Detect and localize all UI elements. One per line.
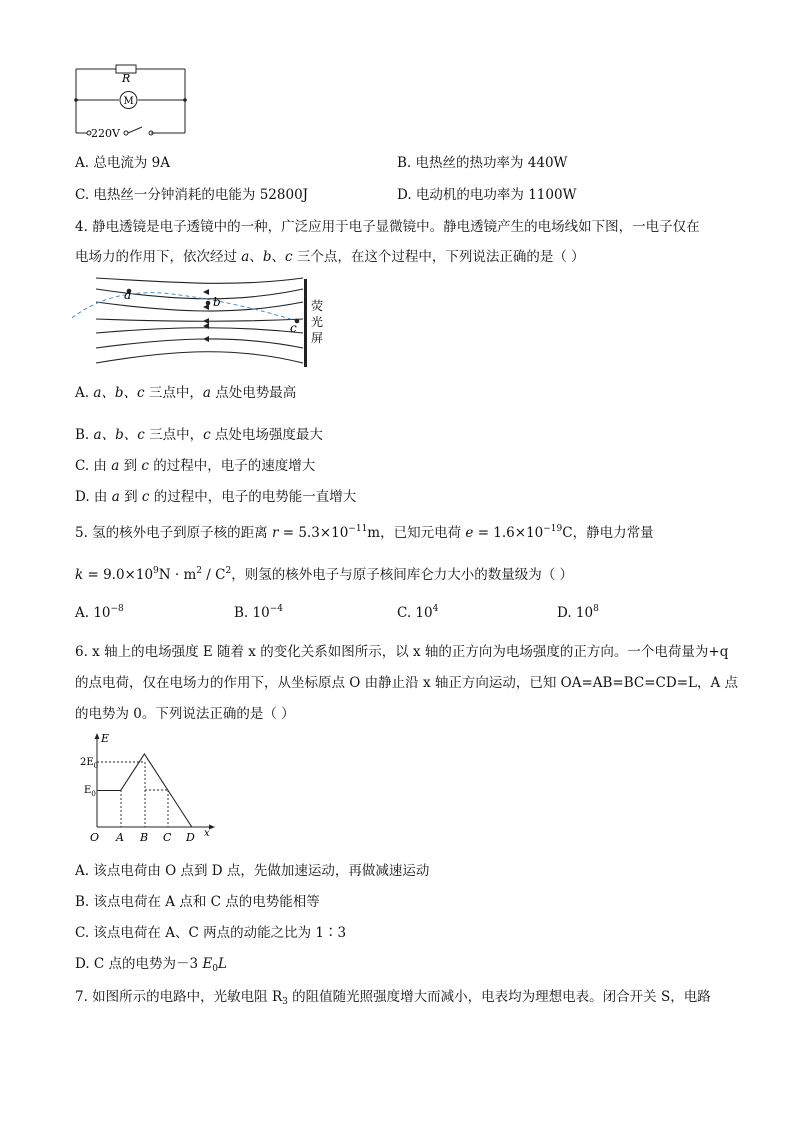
motor-label: M (123, 96, 134, 107)
q6-option-c: C. 该点电荷在 A、C 两点的动能之比为 1∶3 (75, 925, 347, 941)
q6-stem-line2: 的点电荷，仅在电场力的作用下，从坐标原点 O 由静止沿 x 轴正方向运动，已知 OA=AB=BC=CD=L，A 点 (75, 675, 739, 691)
e-x-graph (80, 730, 224, 845)
q4-stem-line2: 电场力的作用下，依次经过 a、b、c 三个点，在这个过程中，下列说法正确的是（ ） (75, 249, 585, 265)
q6-option-b: B. 该点电荷在 A 点和 C 点的电势能相等 (75, 894, 320, 910)
q4-option-d: D. 由 a 到 c 的过程中，电子的电势能一直增大 (75, 489, 357, 505)
screen-label-3: 屏 (311, 331, 324, 345)
tick-a: A (116, 831, 124, 844)
q4-option-a: A. a、b、c 三点中，a 点处电势最高 (75, 385, 297, 401)
q4-stem-line1: 4. 静电透镜是电子透镜中的一种，广泛应用于电子显微镜中。静电透镜产生的电场线如下图，一电子仅在 (75, 219, 700, 235)
q5-option-c: C. $10^4$ (397, 604, 439, 621)
q3-option-d: D. 电动机的电功率为 1100W (397, 187, 577, 203)
point-a-label: a (124, 288, 132, 302)
point-b-label: b (213, 295, 221, 309)
resistor-label: R (122, 72, 131, 85)
q6-stem-line3: 的电势为 0。下列说法正确的是（ ） (75, 706, 295, 722)
point-c-label: c (290, 321, 297, 335)
q7-stem-line1: 7. 如图所示的电路中，光敏电阻 $R_3$ 的阻值随光照强度增大而减小，电表均为理想电表。闭合开关 S，电路 (75, 989, 711, 1007)
tick-2e0: $2E_0$ (80, 757, 99, 770)
graph-y-axis-label: E (101, 732, 110, 745)
q6-option-d: D. C 点的电势为－3 $E_0L$ (75, 956, 227, 974)
tick-o: O (90, 831, 100, 844)
q4-option-b: B. a、b、c 三点中，c 点处电场强度最大 (75, 427, 323, 443)
q3-option-c: C. 电热丝一分钟消耗的电能为 52800J (75, 187, 309, 203)
q5-option-a: A. $10^{-8}$ (75, 604, 124, 621)
tick-b: B (140, 831, 149, 844)
tick-d: D (186, 831, 195, 844)
q5-option-b: B. $10^{-4}$ (234, 604, 283, 621)
q3-option-b: B. 电热丝的热功率为 440W (397, 155, 568, 171)
q5-stem-line2: $k = 9.0\times 10^9N \cdot m^2 / C^2$，则氢的核外电子与原子核间库仑力大小的数量级为（ ） (75, 566, 574, 583)
screen-label-2: 光 (311, 315, 324, 329)
q4-option-c: C. 由 a 到 c 的过程中，电子的速度增大 (75, 458, 316, 474)
q6-option-a: A. 该点电荷由 O 点到 D 点，先做加速运动，再做减速运动 (75, 863, 430, 879)
circuit-diagram (70, 60, 190, 140)
voltage-label: 220V (91, 127, 120, 140)
tick-e0: $E_0$ (84, 785, 96, 798)
q6-stem-line1: 6. x 轴上的电场强度 E 随着 x 的变化关系如图所示，以 x 轴的正方向为电场强度的正方向。一个电荷量为+q (75, 644, 729, 660)
q3-option-a: A. 总电流为 9A (75, 155, 170, 171)
electrostatic-lens-figure (68, 273, 338, 373)
screen-label-1: 荧 (311, 299, 324, 313)
graph-x-axis-label: x (204, 828, 210, 839)
q5-stem-line1: 5. 氢的核外电子到原子核的距离 $r = 5.3\times 10^{-11}m$，已知元电荷 $e = 1.6\times 10^{-19}C$，静电力常量 (75, 524, 654, 541)
q5-option-d: D. $10^8$ (557, 604, 599, 621)
tick-c: C (163, 831, 172, 844)
e-x-plot-line (97, 754, 192, 827)
